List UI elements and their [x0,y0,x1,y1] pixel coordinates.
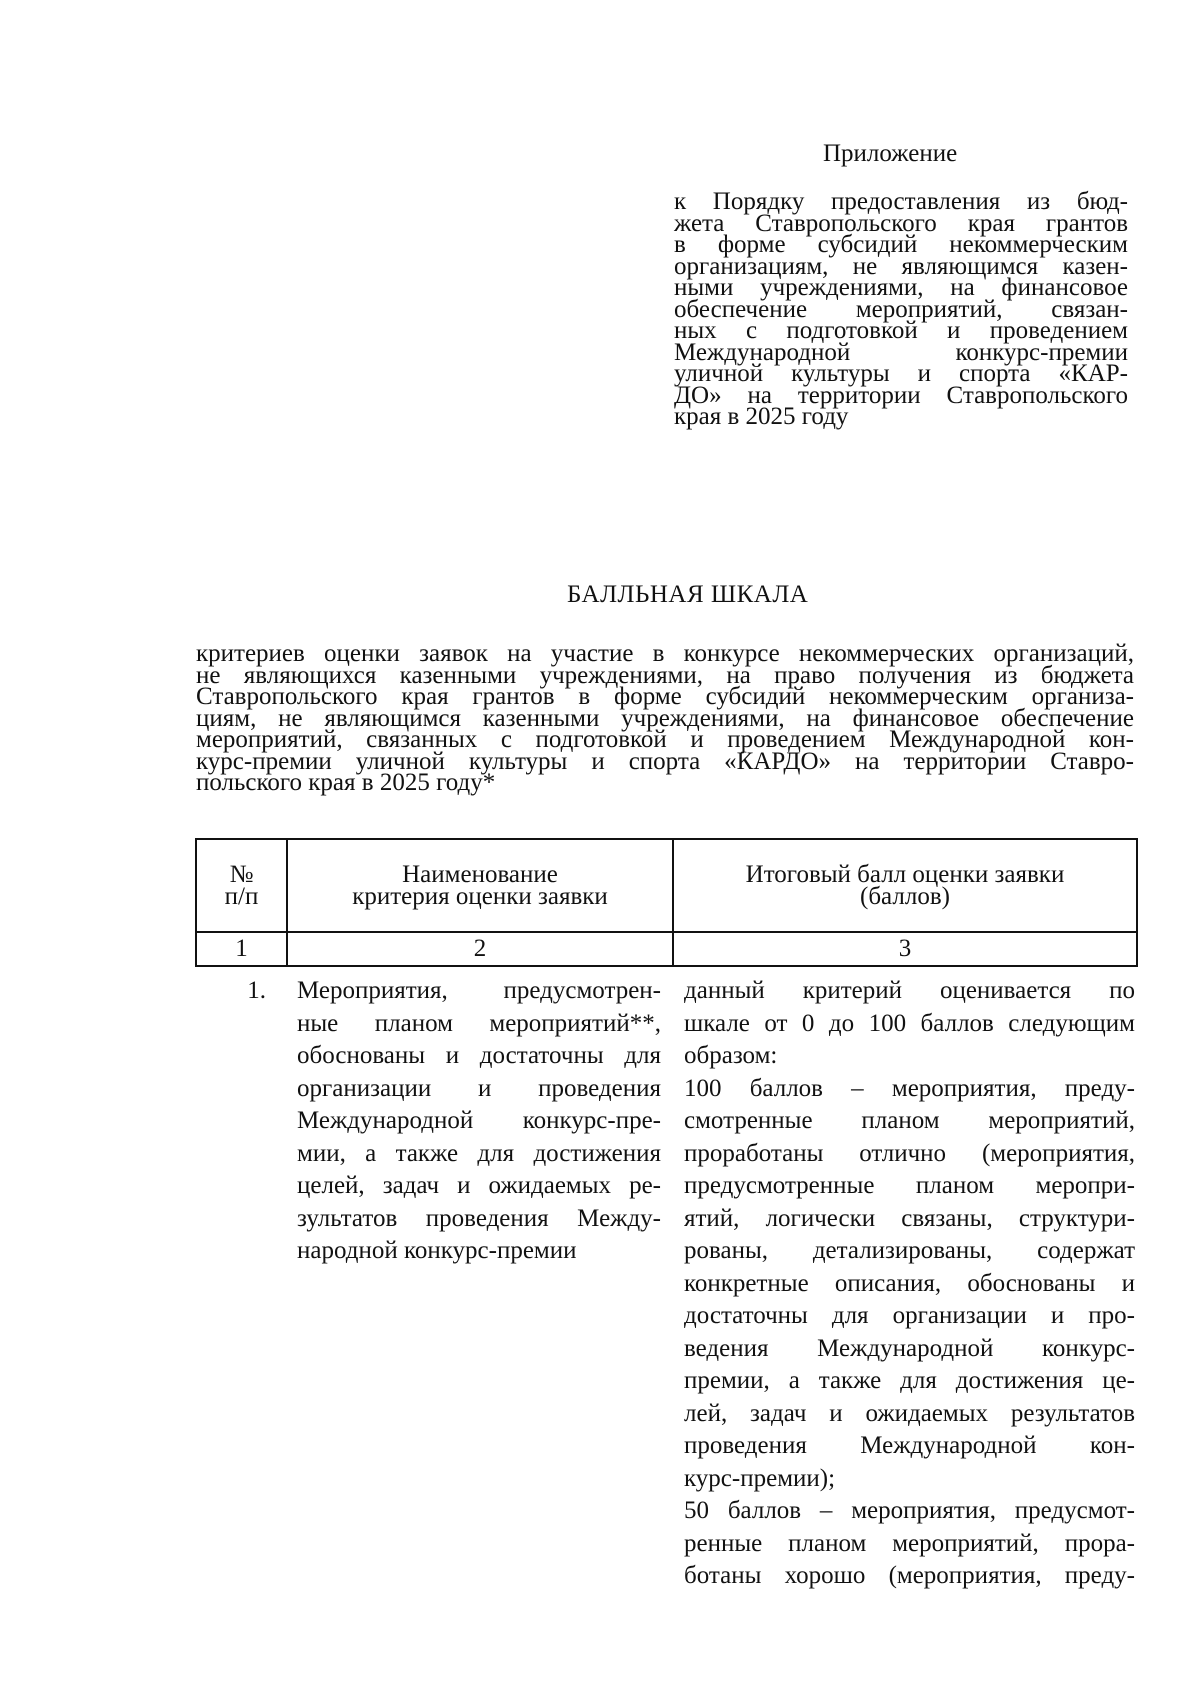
column-number-cell: 1 [196,932,287,966]
document-subtitle [196,640,1134,796]
column-number-cell: 2 [287,932,673,966]
table-number-row [196,932,1137,966]
appendix-title: Приложение [823,140,958,167]
appendix-line: ными учреждениями, на финансовое [674,274,1128,301]
header-text-line: № [229,861,254,888]
appendix-line: в форме субсидий некоммерческим [674,231,1128,258]
score-line: достаточны для организации и про- [684,1302,1135,1329]
subtitle-line: не являющихся казенными учреждениями, на право получения из бюджета [196,661,1134,689]
score-line: рованы, детализированы, содержат [684,1237,1135,1264]
appendix-line: края в 2025 году [674,403,849,430]
score-line: проработаны отлично (мероприятия, [684,1139,1135,1167]
score-line: ведения Международной конкурс- [684,1334,1135,1362]
criterion-line: организации и проведения [297,1074,661,1102]
document-title: БАЛЛЬНАЯ ШКАЛА [567,581,809,608]
table-header-row [196,839,1137,932]
subtitle-line: курс-премии уличной культуры и спорта «КАРДО» на территории Ставро- [196,747,1134,775]
header-text-line: Итоговый балл оценки заявки [745,861,1065,888]
score-line: ятий, логически связаны, структури- [684,1204,1135,1232]
appendix-line: Международной конкурс-премии [674,338,1128,366]
score-line: конкретные описания, обоснованы и [684,1269,1135,1297]
subtitle-line: мероприятий, связанных с подготовкой и проведением Международной кон- [196,726,1134,753]
header-col-score [673,839,1137,932]
score-line: 100 баллов – мероприятия, преду- [684,1074,1135,1102]
score-line: лей, задач и ожидаемых результатов [684,1399,1135,1427]
header-text-line: Наименование [402,861,558,888]
score-line: ботаны хорошо (мероприятия, преду- [684,1562,1135,1589]
subtitle-line: Ставропольского края грантов в форме субсидий некоммерческим организа- [196,683,1134,710]
appendix-line: организациям, не являющимся казен- [674,252,1128,280]
appendix-line: уличной культуры и спорта «КАР- [674,360,1128,387]
criterion-line: Международной конкурс-пре- [297,1107,661,1134]
criteria-table-header [195,838,1138,967]
score-cell [684,975,1135,1593]
criterion-line: ные планом мероприятий**, [297,1009,661,1037]
score-line: шкале от 0 до 100 баллов следующим [684,1009,1135,1037]
subtitle-line: циям, не являющимся казенными учреждениями, на финансовое обеспечение [196,704,1134,732]
criterion-line: Мероприятия, предусмотрен- [297,977,661,1004]
header-col-number [196,839,287,932]
score-line: ренные планом мероприятий, прора- [684,1529,1135,1557]
subtitle-line: польского края в 2025 году* [196,769,496,796]
criterion-cell [297,975,661,1268]
score-line: премии, а также для достижения це- [684,1367,1135,1394]
appendix-reference [674,188,1128,430]
score-line: 50 баллов – мероприятия, предусмот- [684,1497,1135,1524]
criterion-line: народной конкурс-премии [297,1237,577,1264]
score-line: курс-премии); [684,1464,836,1492]
score-line: предусмотренные планом меропри- [684,1172,1135,1199]
column-number-cell: 3 [673,932,1137,966]
header-text-line: (баллов) [860,882,950,910]
score-line: образом: [684,1042,778,1069]
header-text-line: критерия оценки заявки [352,882,608,910]
criterion-line: обоснованы и достаточны для [297,1042,661,1069]
appendix-line: жета Ставропольского края грантов [674,209,1128,237]
appendix-line: ных с подготовкой и проведением [674,317,1128,344]
appendix-line: к Порядку предоставления из бюд- [674,188,1128,215]
criterion-line: зультатов проведения Между- [297,1204,661,1232]
score-line: проведения Международной кон- [684,1432,1135,1459]
score-line: данный критерий оценивается по [684,977,1135,1004]
criterion-line: мии, а также для достижения [297,1139,661,1167]
appendix-line: ДО» на территории Ставропольского [674,381,1128,409]
header-col-criterion [287,839,673,932]
criterion-line: целей, задач и ожидаемых ре- [297,1172,661,1199]
appendix-line: обеспечение мероприятий, связан- [674,295,1128,323]
score-line: смотренные планом мероприятий, [684,1107,1135,1134]
header-text-line: п/п [224,882,259,910]
subtitle-line: критериев оценки заявок на участие в конкурсе некоммерческих организаций, [196,640,1134,667]
row-number: 1. [247,977,266,1004]
